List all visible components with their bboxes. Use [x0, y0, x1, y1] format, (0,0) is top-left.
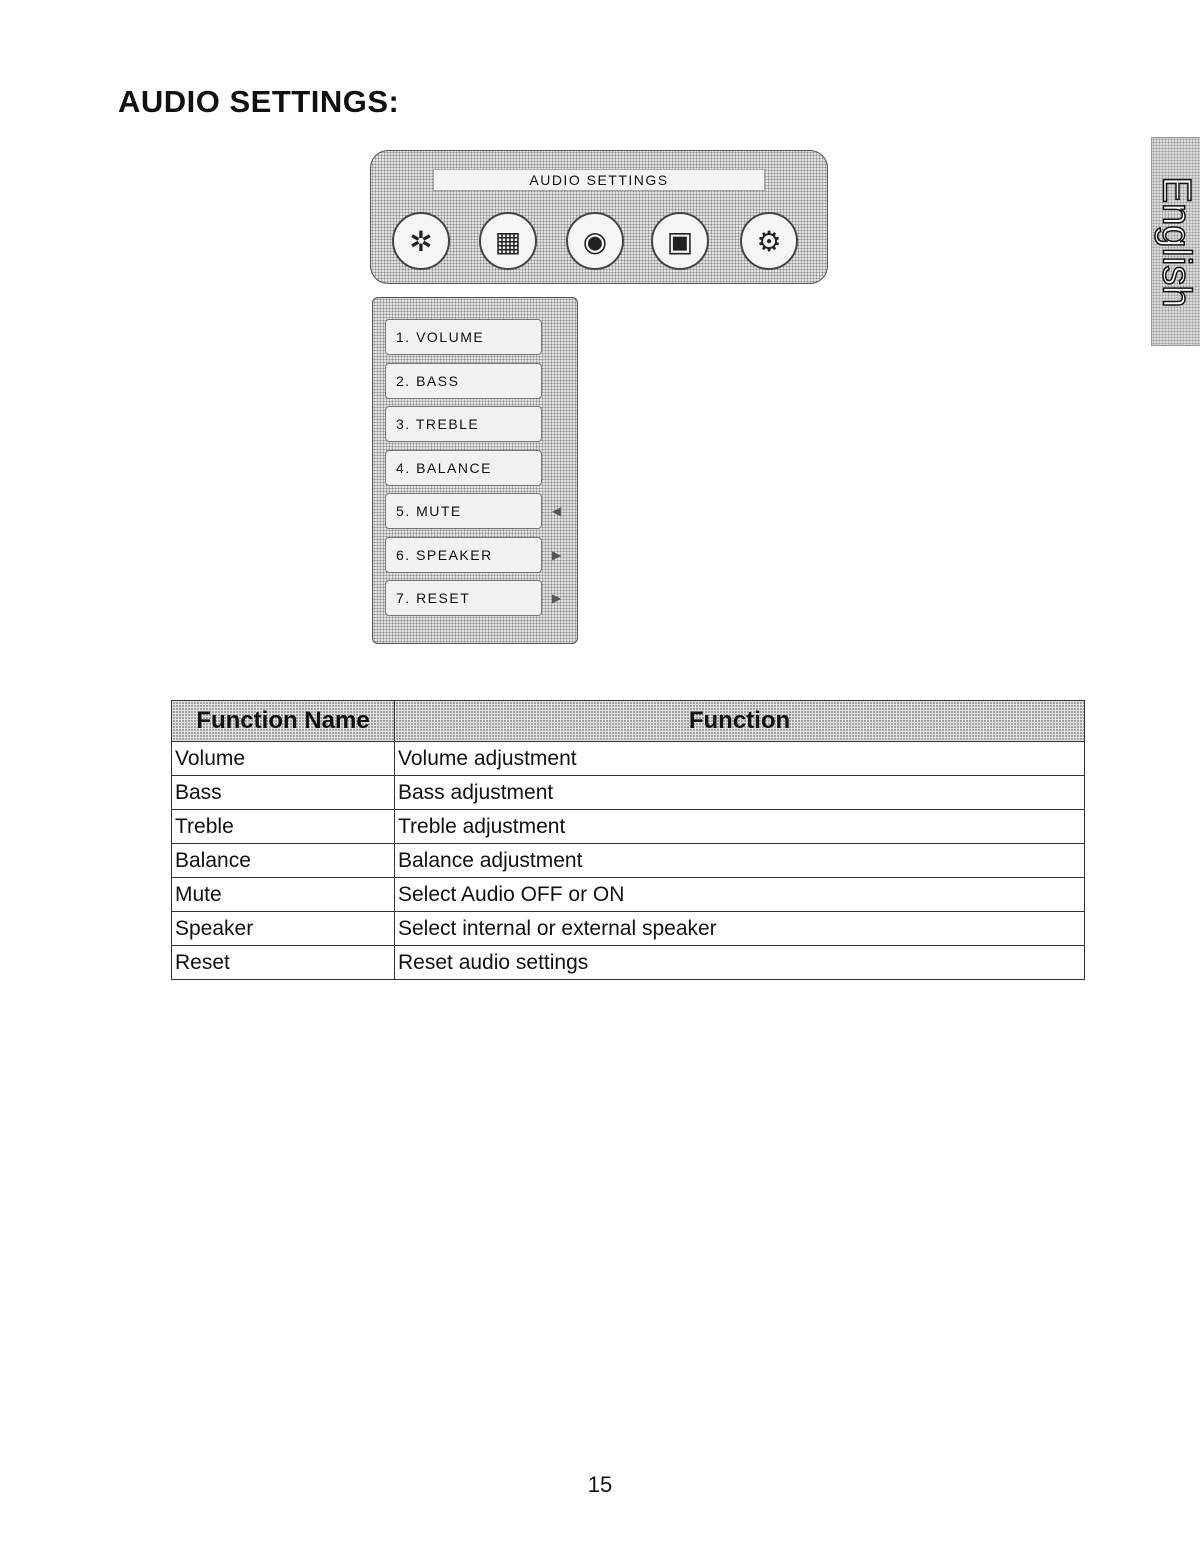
table-row: [172, 946, 1085, 980]
function-name-cell: Bass: [172, 776, 395, 810]
function-name-cell: Volume: [172, 742, 395, 776]
table-row: [172, 776, 1085, 810]
mute-arrow-icon[interactable]: ◀: [552, 504, 562, 518]
function-name-cell: Reset: [172, 946, 395, 980]
table-row: [172, 844, 1085, 878]
table-row: [172, 878, 1085, 912]
osd-title: AUDIO SETTINGS: [433, 169, 765, 191]
menu-item-balance[interactable]: 4. BALANCE: [385, 450, 542, 486]
page-heading: AUDIO SETTINGS:: [118, 84, 400, 119]
table-row: [172, 912, 1085, 946]
table-row: [172, 810, 1085, 844]
function-description-cell: Volume adjustment: [395, 742, 1085, 776]
function-description-cell: Bass adjustment: [395, 776, 1085, 810]
function-name-cell: Balance: [172, 844, 395, 878]
screen-settings-icon[interactable]: ▣: [651, 212, 709, 270]
function-name-cell: Treble: [172, 810, 395, 844]
function-description-cell: Treble adjustment: [395, 810, 1085, 844]
function-name-cell: Speaker: [172, 912, 395, 946]
language-tab: [1151, 137, 1200, 346]
menu-item-speaker[interactable]: 6. SPEAKER: [385, 537, 542, 573]
tools-icon[interactable]: ⚙: [740, 212, 798, 270]
language-tab-label: English: [1154, 175, 1199, 308]
function-description-cell: Reset audio settings: [395, 946, 1085, 980]
table-row: [172, 742, 1085, 776]
menu-item-treble[interactable]: 3. TREBLE: [385, 406, 542, 442]
picture-settings-icon[interactable]: ✲: [392, 212, 450, 270]
reset-arrow-icon[interactable]: ▶: [552, 591, 562, 605]
menu-item-reset[interactable]: 7. RESET: [385, 580, 542, 616]
speaker-arrow-icon[interactable]: ▶: [552, 548, 562, 562]
image-adjust-icon[interactable]: ▦: [479, 212, 537, 270]
audio-settings-icon[interactable]: ◉: [566, 212, 624, 270]
function-description-cell: Balance adjustment: [395, 844, 1085, 878]
function-description-cell: Select Audio OFF or ON: [395, 878, 1085, 912]
table-header-row: [172, 701, 1085, 742]
menu-item-mute[interactable]: 5. MUTE: [385, 493, 542, 529]
function-name-cell: Mute: [172, 878, 395, 912]
function-description-cell: Select internal or external speaker: [395, 912, 1085, 946]
function-table: [171, 700, 1085, 980]
header-function: Function: [395, 701, 1085, 742]
header-function-name: Function Name: [172, 701, 395, 742]
menu-item-bass[interactable]: 2. BASS: [385, 363, 542, 399]
page-number: 15: [587, 1472, 613, 1497]
menu-item-volume[interactable]: 1. VOLUME: [385, 319, 542, 355]
